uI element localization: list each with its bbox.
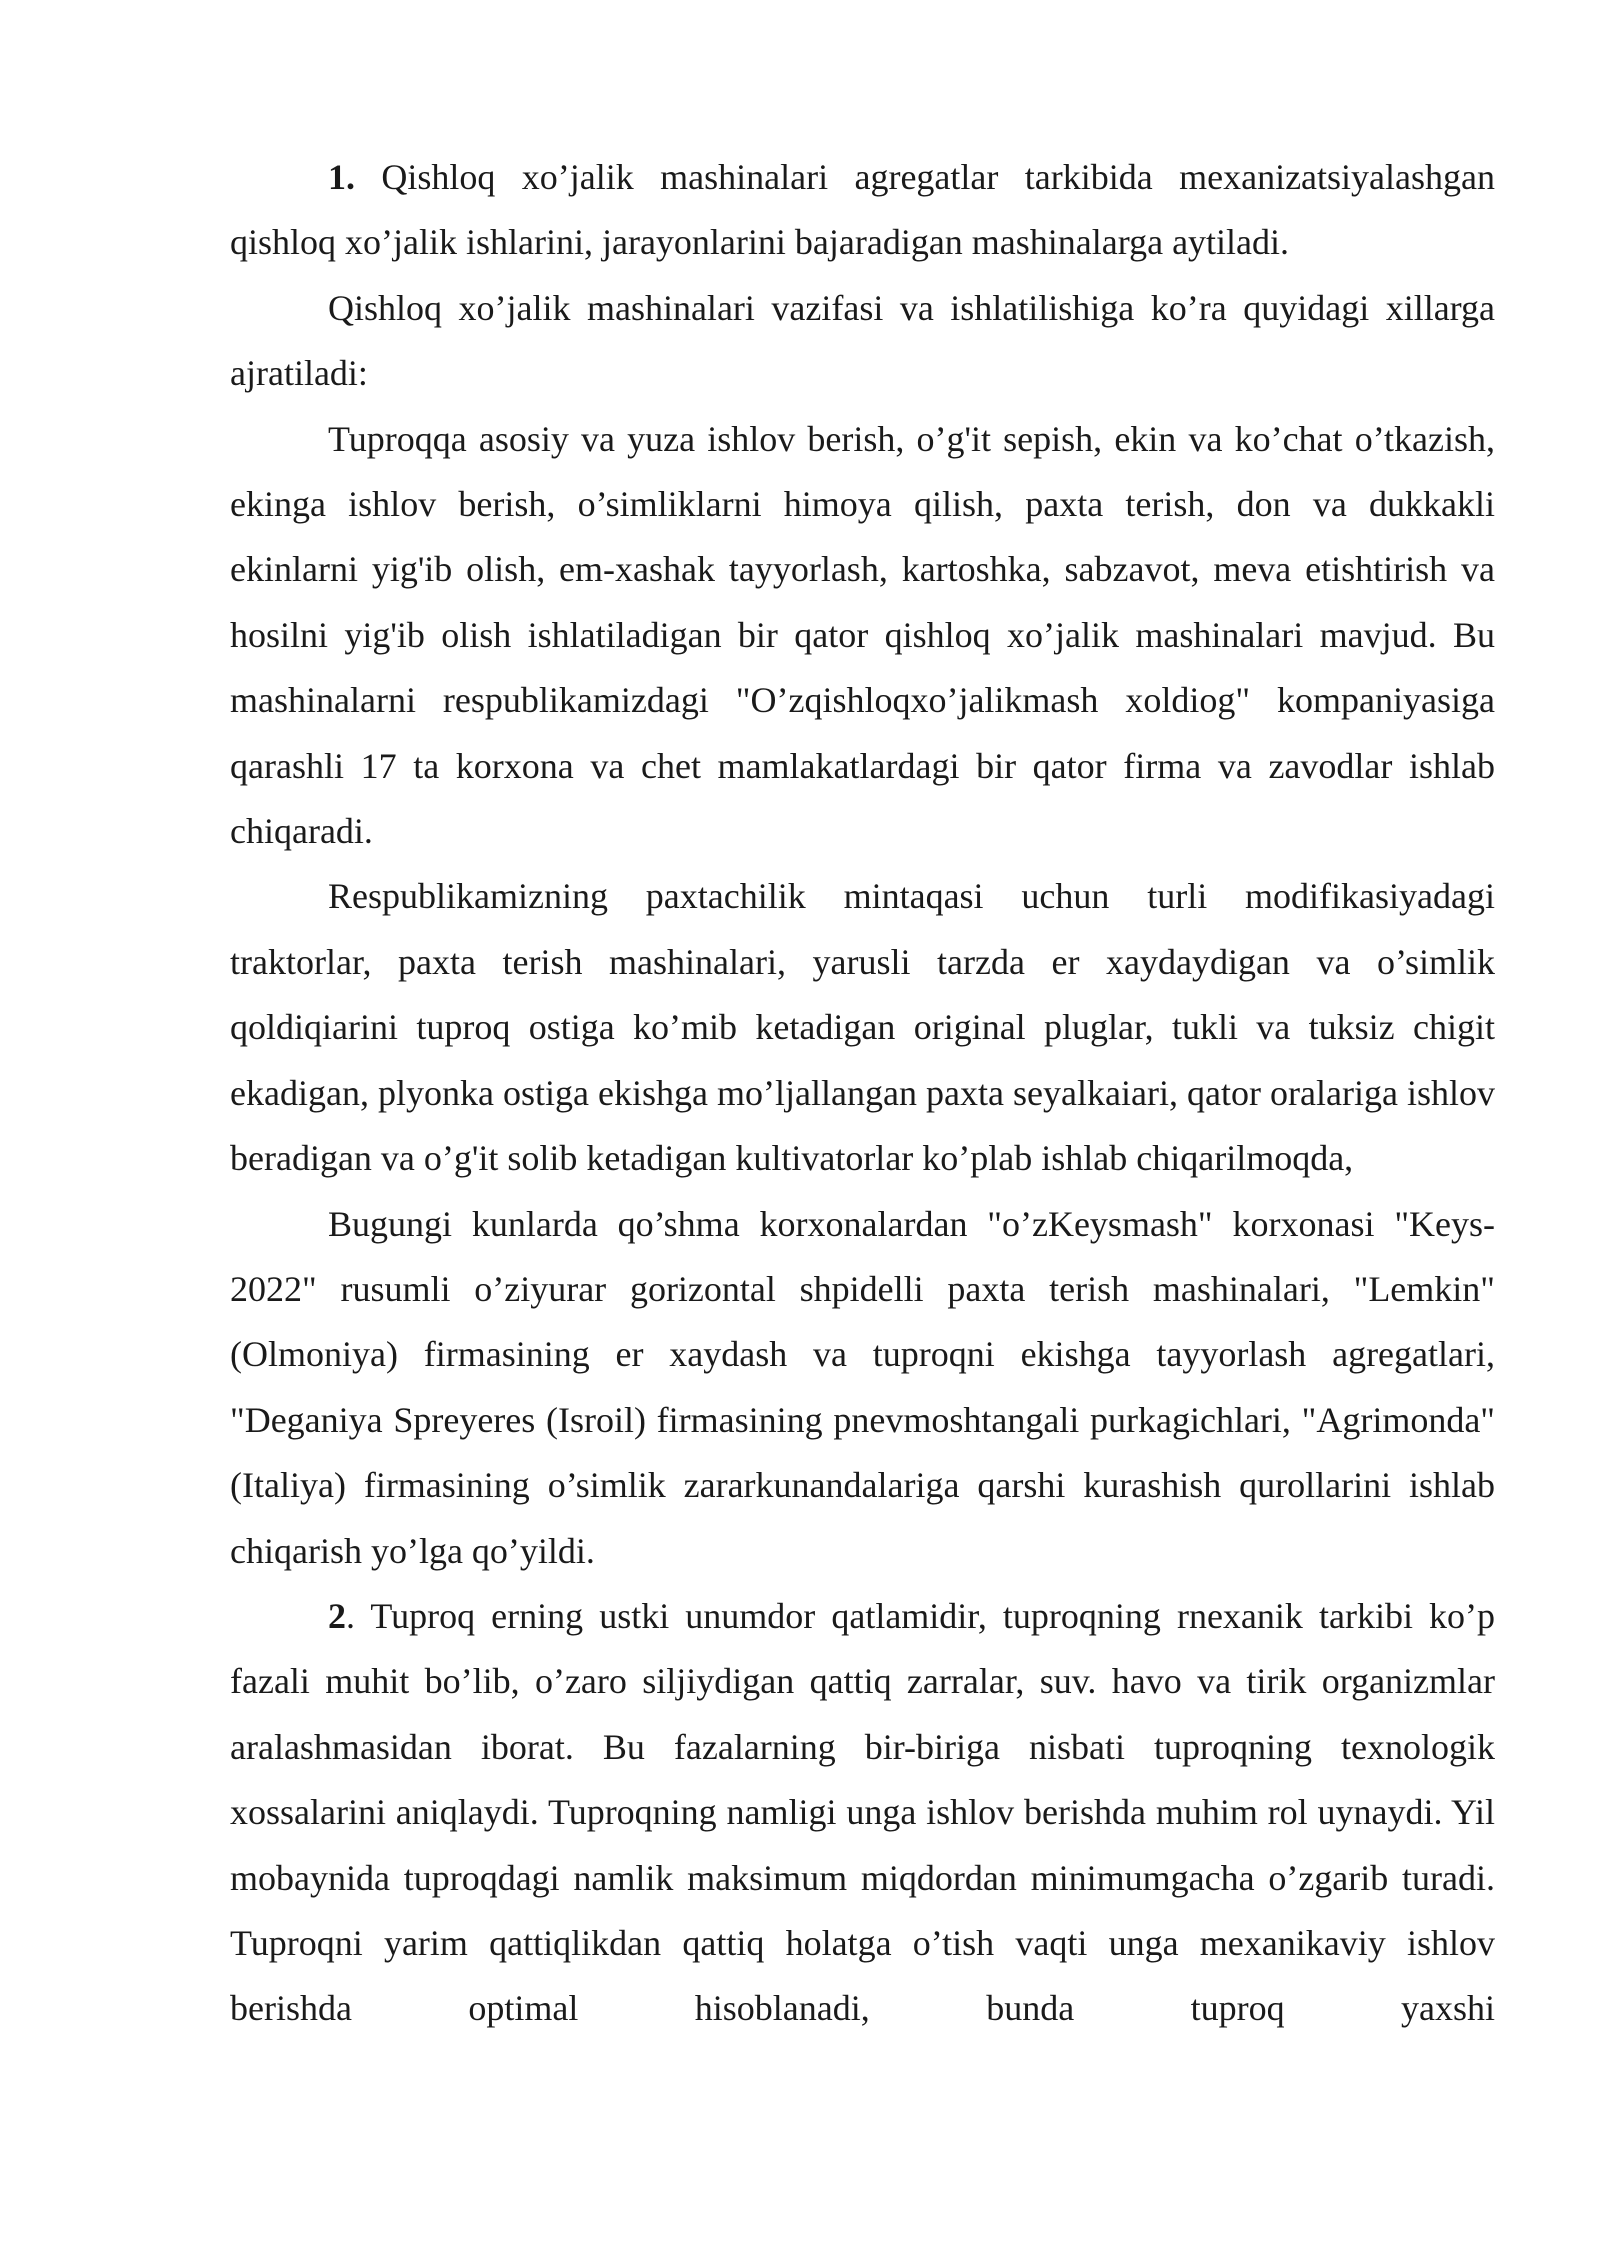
paragraph-text: Bugungi kunlarda qo’shma korxonalardan "o’zKeysmash" korxonasi "Keys-2022" rusumli o’ziyurar gorizontal shpidelli paxta terish mashinalari, "Lemkin" (Olmoniya) firmasining er xaydash va tuproqni ekishga tayyorlash agregatlari, "Deganiya Spreyeres (Isroil) firmasining pnevmoshtangali purkagichlari, "Agrimonda" (Italiya) firmasining o’simlik zararkunandalariga qarshi kurashish qurollarini ishlab chiqarish yo’lga qo’yildi. [230,1203,1495,1571]
paragraph-text: Tuproqqa asosiy va yuza ishlov berish, o’g'it sepish, ekin va ko’chat o’tkazish, ekinga ishlov berish, o’simliklarni himoya qilish, paxta terish, don va dukkakli ekinlarni yig'ib olish, em-xashak tayyorlash, kartoshka, sabzavot, meva etishtirish va hosilni yig'ib olish ishlatiladigan bir qator qishloq xo’jalik mashinalari mavjud. Bu mashinalarni respublikamizdagi "O’zqishloqxo’jalikmash xoldiog" kompaniyasiga qarashli 17 ta korxona va chet mamlakatlardagi bir qator firma va zavodlar ishlab chiqaradi. [230,418,1495,852]
paragraph-2 [230,276,1495,407]
paragraph-text: Qishloq xo’jalik mashinalari agregatlar tarkibida mexanizatsiyalashgan qishloq xo’jalik ishlarini, jarayonlarini bajaradigan mashinalarga aytiladi. [230,157,1495,263]
paragraph-5 [230,1192,1495,1584]
paragraph-3 [230,407,1495,865]
paragraph-1 [230,145,1495,276]
paragraph-text: Qishloq xo’jalik mashinalari vazifasi va ishlatilishiga ko’ra quyidagi xillarga ajratiladi: [230,287,1495,394]
paragraph-text: Respublikamizning paxtachilik mintaqasi uchun turli modifikasiyadagi traktorlar, paxta terish mashinalari, yarusli tarzda er xaydaydigan va o’simlik qoldiqiarini tuproq ostiga ko’mib ketadigan original pluglar, tukli va tuksiz chigit ekadigan, plyonka ostiga ekishga mo’ljallangan paxta seyalkaiari, qator oralariga ishlov beradigan va o’g'it solib ketadigan kultivatorlar ko’plab ishlab chiqarilmoqda, [230,876,1495,1179]
document-body [230,145,1495,2042]
paragraph-4 [230,864,1495,1191]
paragraph-number: 1. [328,157,355,197]
paragraph-6 [230,1584,1495,2042]
paragraph-text: . Tuproq erning ustki unumdor qatlamidir, tuproqning rnexanik tarkibi ko’p fazali muhit bo’lib, o’zaro siljiydigan qattiq zarralar, suv. havo va tirik organizmlar aralashmasidan iborat. Bu fazalarning bir-biriga nisbati tuproqning texnologik xossalarini aniqlaydi. Tuproqning namligi unga ishlov berishda muhim rol uynaydi. Yil mobaynida tuproqdagi namlik maksimum miqdordan minimumgacha o’zgarib turadi. Tuproqni yarim qattiqlikdan qattiq holatga o’tish vaqti unga mexanikaviy ishlov berishda optimal hisoblanadi, bunda tuproq yaxshi [230,1595,1495,2029]
paragraph-number: 2 [328,1595,346,1636]
